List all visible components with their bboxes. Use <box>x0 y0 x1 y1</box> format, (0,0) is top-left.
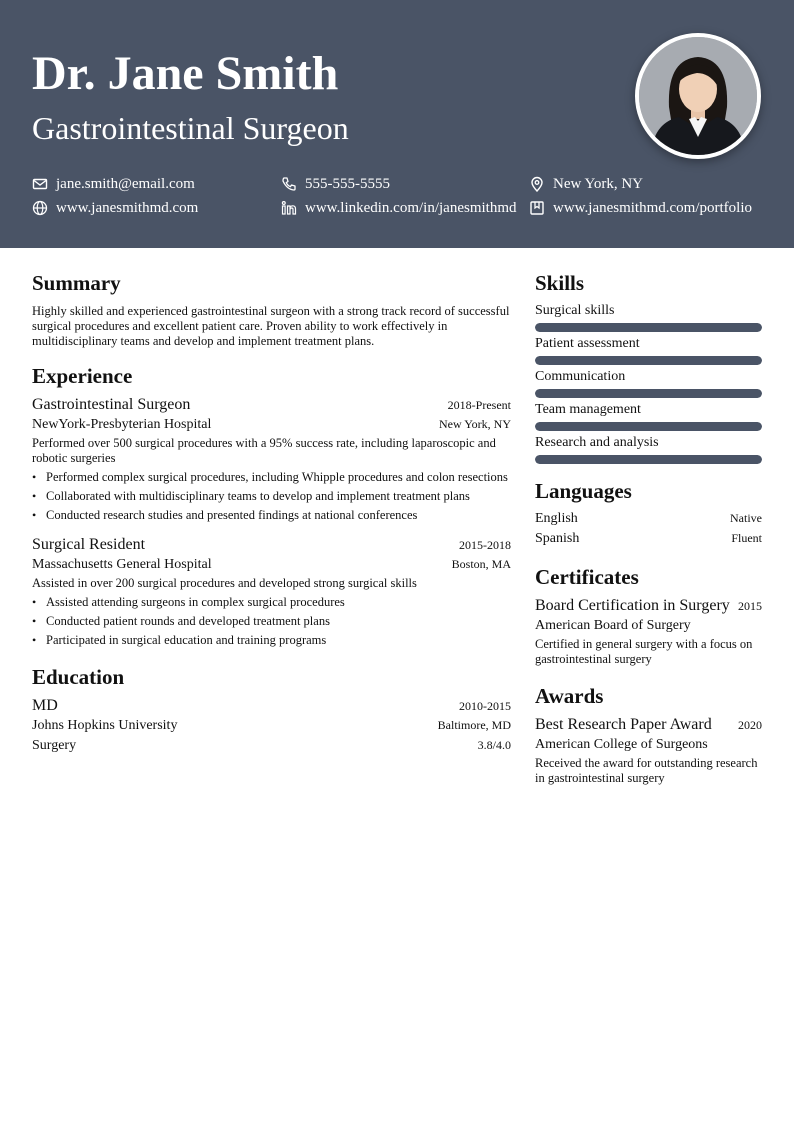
contact-portfolio-text: www.janesmithmd.com/portfolio <box>553 200 752 216</box>
profile-photo <box>635 33 761 159</box>
skill-bar-fill <box>535 356 762 365</box>
job-bullet: • Conducted patient rounds and developed treatment plans <box>32 614 511 629</box>
job-organization: Massachusetts General Hospital <box>32 557 212 572</box>
language-name: Spanish <box>535 531 580 546</box>
job-bullets <box>32 470 511 523</box>
education-school: Johns Hopkins University <box>32 718 178 733</box>
job-description: Assisted in over 200 surgical procedures and developed strong surgical skills <box>32 576 417 590</box>
skill-bar <box>535 389 762 398</box>
language-level: Fluent <box>731 531 762 545</box>
experience-section <box>32 363 511 648</box>
certificate-year: 2015 <box>738 599 762 613</box>
summary-text: Highly skilled and experienced gastrointestinal surgeon with a strong track record of successful surgical procedures and excellent patient care. Proven ability to work effectively in multidisciplinary teams and develop and implement treatment plans. <box>32 304 510 348</box>
contact-email-text: jane.smith@email.com <box>56 176 195 192</box>
job-location: Boston, MA <box>451 557 511 571</box>
certificate-name: Board Certification in Surgery <box>535 597 730 614</box>
location-pin-icon <box>529 176 545 192</box>
skill-bar <box>535 356 762 365</box>
contact-linkedin[interactable] <box>281 199 517 217</box>
job-role: Gastrointestinal Surgeon <box>32 396 191 413</box>
skill-label: Research and analysis <box>535 435 659 450</box>
experience-entry <box>32 395 511 523</box>
left-column <box>32 270 511 755</box>
skill-label: Communication <box>535 369 626 384</box>
language-name: English <box>535 511 578 526</box>
mail-icon <box>32 176 48 192</box>
job-bullet: • Performed complex surgical procedures, including Whipple procedures and colon resections <box>32 470 511 485</box>
experience-heading: Experience <box>32 364 133 388</box>
award-description: Received the award for outstanding research in gastrointestinal surgery <box>535 756 758 785</box>
job-bullet: • Assisted attending surgeons in complex surgical procedures <box>32 595 511 610</box>
language-item <box>535 530 762 548</box>
skill-item <box>535 302 762 332</box>
skill-label: Team management <box>535 402 641 417</box>
award-name: Best Research Paper Award <box>535 716 712 733</box>
awards-section <box>535 683 762 786</box>
job-dates: 2015-2018 <box>459 538 511 552</box>
contact-portfolio[interactable] <box>529 199 752 217</box>
portfolio-icon <box>529 200 545 216</box>
right-column <box>535 270 762 786</box>
skill-bar-fill <box>535 455 762 464</box>
skill-bar <box>535 422 762 431</box>
certificate-description: Certified in general surgery with a focus on gastrointestinal surgery <box>535 637 753 666</box>
education-field: Surgery <box>32 738 77 753</box>
resume-header <box>0 0 794 248</box>
skill-bar-fill <box>535 422 762 431</box>
languages-heading: Languages <box>535 479 632 503</box>
education-dates: 2010-2015 <box>459 699 511 713</box>
contact-website-text: www.janesmithmd.com <box>56 200 199 216</box>
skill-item <box>535 401 762 431</box>
job-bullet: • Conducted research studies and presented findings at national conferences <box>32 508 511 523</box>
education-section <box>32 664 511 755</box>
job-description: Performed over 500 surgical procedures with a 95% success rate, including laparoscopic and robotic surgeries <box>32 436 496 465</box>
languages-section <box>535 478 762 548</box>
job-organization: NewYork-Presbyterian Hospital <box>32 417 212 432</box>
contact-email[interactable] <box>32 175 195 193</box>
job-role: Surgical Resident <box>32 536 146 553</box>
phone-icon <box>281 176 297 192</box>
skills-section <box>535 270 762 464</box>
skills-heading: Skills <box>535 271 585 295</box>
job-dates: 2018-Present <box>447 398 511 412</box>
education-gpa: 3.8/4.0 <box>477 738 511 752</box>
certificates-section <box>535 564 762 667</box>
contact-linkedin-text: www.linkedin.com/in/janesmithmd <box>305 200 517 216</box>
skill-bar <box>535 323 762 332</box>
skill-bar-fill <box>535 323 762 332</box>
language-level: Native <box>730 511 762 525</box>
certificates-heading: Certificates <box>535 565 639 589</box>
contact-location-text: New York, NY <box>553 176 644 192</box>
candidate-title: Gastrointestinal Surgeon <box>32 110 349 146</box>
skill-item <box>535 434 762 464</box>
job-bullets <box>32 595 511 648</box>
skill-label: Patient assessment <box>535 336 640 351</box>
contact-phone-text: 555-555-5555 <box>305 176 390 192</box>
contact-phone[interactable] <box>281 175 390 193</box>
skills-list <box>535 302 762 464</box>
language-item <box>535 510 762 528</box>
skill-label: Surgical skills <box>535 303 615 318</box>
education-heading: Education <box>32 665 125 689</box>
award-year: 2020 <box>738 718 762 732</box>
education-degree: MD <box>32 697 58 714</box>
certificate-issuer: American Board of Surgery <box>535 618 691 633</box>
skill-item <box>535 368 762 398</box>
skill-bar-fill <box>535 389 762 398</box>
contact-website[interactable] <box>32 199 198 217</box>
skill-item <box>535 335 762 365</box>
summary-section <box>32 270 511 349</box>
job-bullet: • Participated in surgical education and training programs <box>32 633 511 648</box>
awards-heading: Awards <box>535 684 604 708</box>
globe-icon <box>32 200 48 216</box>
linkedin-icon <box>281 200 297 216</box>
award-issuer: American College of Surgeons <box>535 737 708 752</box>
job-bullet: • Collaborated with multidisciplinary teams to develop and implement treatment plans <box>32 489 511 504</box>
summary-heading: Summary <box>32 271 121 295</box>
skill-bar <box>535 455 762 464</box>
education-location: Baltimore, MD <box>437 718 511 732</box>
candidate-name: Dr. Jane Smith <box>32 47 339 100</box>
experience-entry <box>32 535 511 648</box>
job-location: New York, NY <box>438 417 511 431</box>
contact-location <box>529 175 643 193</box>
